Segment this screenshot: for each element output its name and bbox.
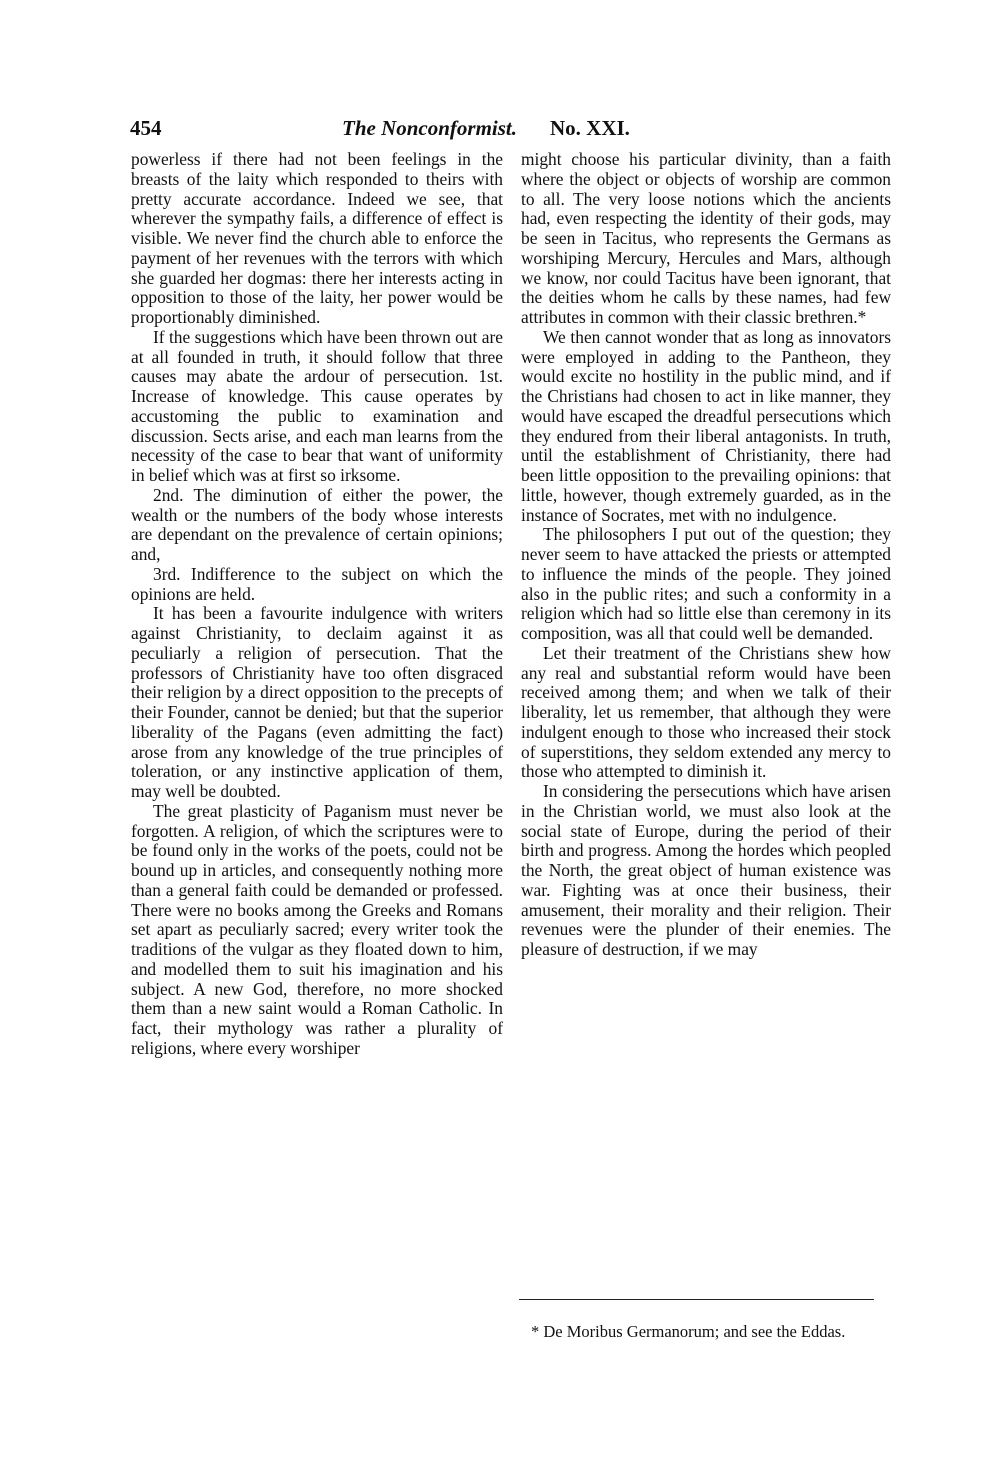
issue-number: No. XXI.: [550, 116, 630, 140]
paragraph: 3rd. Indifference to the subject on which the opinions are held.: [131, 563, 503, 604]
paragraph: In considering the persecutions which have arisen in the Christian world, we must also look at the social state of Europe, during the period of their birth and progress. Among the hordes which peopled the North, the great object of human existence was war. Fighting was at once their business, their amusement, their morality and their religion. Their revenues were the plunder of their enemies. The pleasure of destruction, if we may: [521, 781, 891, 959]
right-column: [521, 150, 891, 960]
paragraph: 2nd. The diminution of either the power, the wealth or the numbers of the body whose interests are dependant on the prevalence of certain opinions; and,: [131, 484, 503, 564]
running-header: [130, 114, 890, 142]
footnote-text: * De Moribus Germanorum; and see the Eddas.: [531, 1322, 846, 1341]
paragraph: If the suggestions which have been thrown out are at all founded in truth, it should follow that three causes may abate the ardour of persecution. 1st. Increase of knowledge. This cause operates by accustoming the public to examination and discussion. Sects arise, and each man learns from the necessity of the case to bear that want of uniformity in belief which was at first so irksome.: [131, 326, 503, 485]
paragraph: might choose his particular divinity, than a faith where the object or objects of worship are common to all. The very loose notions which the ancients had, even respecting the identity of their gods, may be seen in Tacitus, who represents the Germans as worshiping Mercury, Hercules and Mars, although we know, nor could Tacitus have been ignorant, that the deities whom he calls by these names, had few attributes in common with their classic brethren.*: [521, 149, 891, 327]
paragraph: Let their treatment of the Christians shew how any real and substantial reform would have been received among them; and when we talk of their liberality, let us remember, that although they were indulgent enough to those who increased their stock of superstitions, they seldom extended any mercy to those who attempted to diminish it.: [521, 642, 891, 782]
paragraph: We then cannot wonder that as long as innovators were employed in adding to the Pantheon, they would excite no hostility in the public mind, and if the Christians had chosen to act in like manner, they would have escaped the dreadful persecutions which they endured from their liberal antagonists. In truth, until the establishment of Christianity, there had been little opposition to the prevailing opinions: that little, however, though extremely guarded, as in the instance of Socrates, met with no indulgence.: [521, 326, 891, 525]
left-column: [131, 150, 503, 1059]
paragraph: powerless if there had not been feelings in the breasts of the laity which responded to theirs with pretty accurate accordance. Indeed we see, that wherever the sympathy fails, a difference of effect is visible. We never find the church able to enforce the payment of her revenues with the terrors with which she guarded her dogmas: there her interests acting in opposition to those of the laity, her power would be proportionably diminished.: [131, 149, 503, 327]
footnote: [521, 1322, 886, 1342]
paragraph: It has been a favourite indulgence with writers against Christianity, to declaim against it as peculiarly a religion of persecution. That the professors of Christianity have too often disgraced their religion by a direct opposition to the precepts of their Founder, cannot be denied; but that the superior liberality of the Pagans (even admitting the fact) arose from any knowledge of the true principles of toleration, or any instinctive application of them, may well be doubted.: [131, 603, 503, 801]
paragraph: The great plasticity of Paganism must never be forgotten. A religion, of which the scriptures were to be found only in the works of the poets, could not be bound up in articles, and consequently nothing more than a general faith could be demanded or professed. There were no books among the Greeks and Romans set apart as peculiarly sacred; every writer took the traditions of the vulgar as they floated down to him, and modelled them to suit his imagination and his subject. A new God, therefore, no more shocked them than a new saint would a Roman Catholic. In fact, their mythology was rather a plurality of religions, where every worshiper: [131, 800, 503, 1058]
paragraph: The philosophers I put out of the question; they never seem to have attacked the priests or attempted to influence the minds of the people. They joined also in the public rites; and such a conformity in a religion which had so little else than ceremony in its composition, was all that could well be demanded.: [521, 524, 891, 643]
footnote-divider: [519, 1299, 874, 1300]
running-title: The Nonconformist.: [342, 116, 518, 140]
page-number: 454: [130, 116, 162, 140]
